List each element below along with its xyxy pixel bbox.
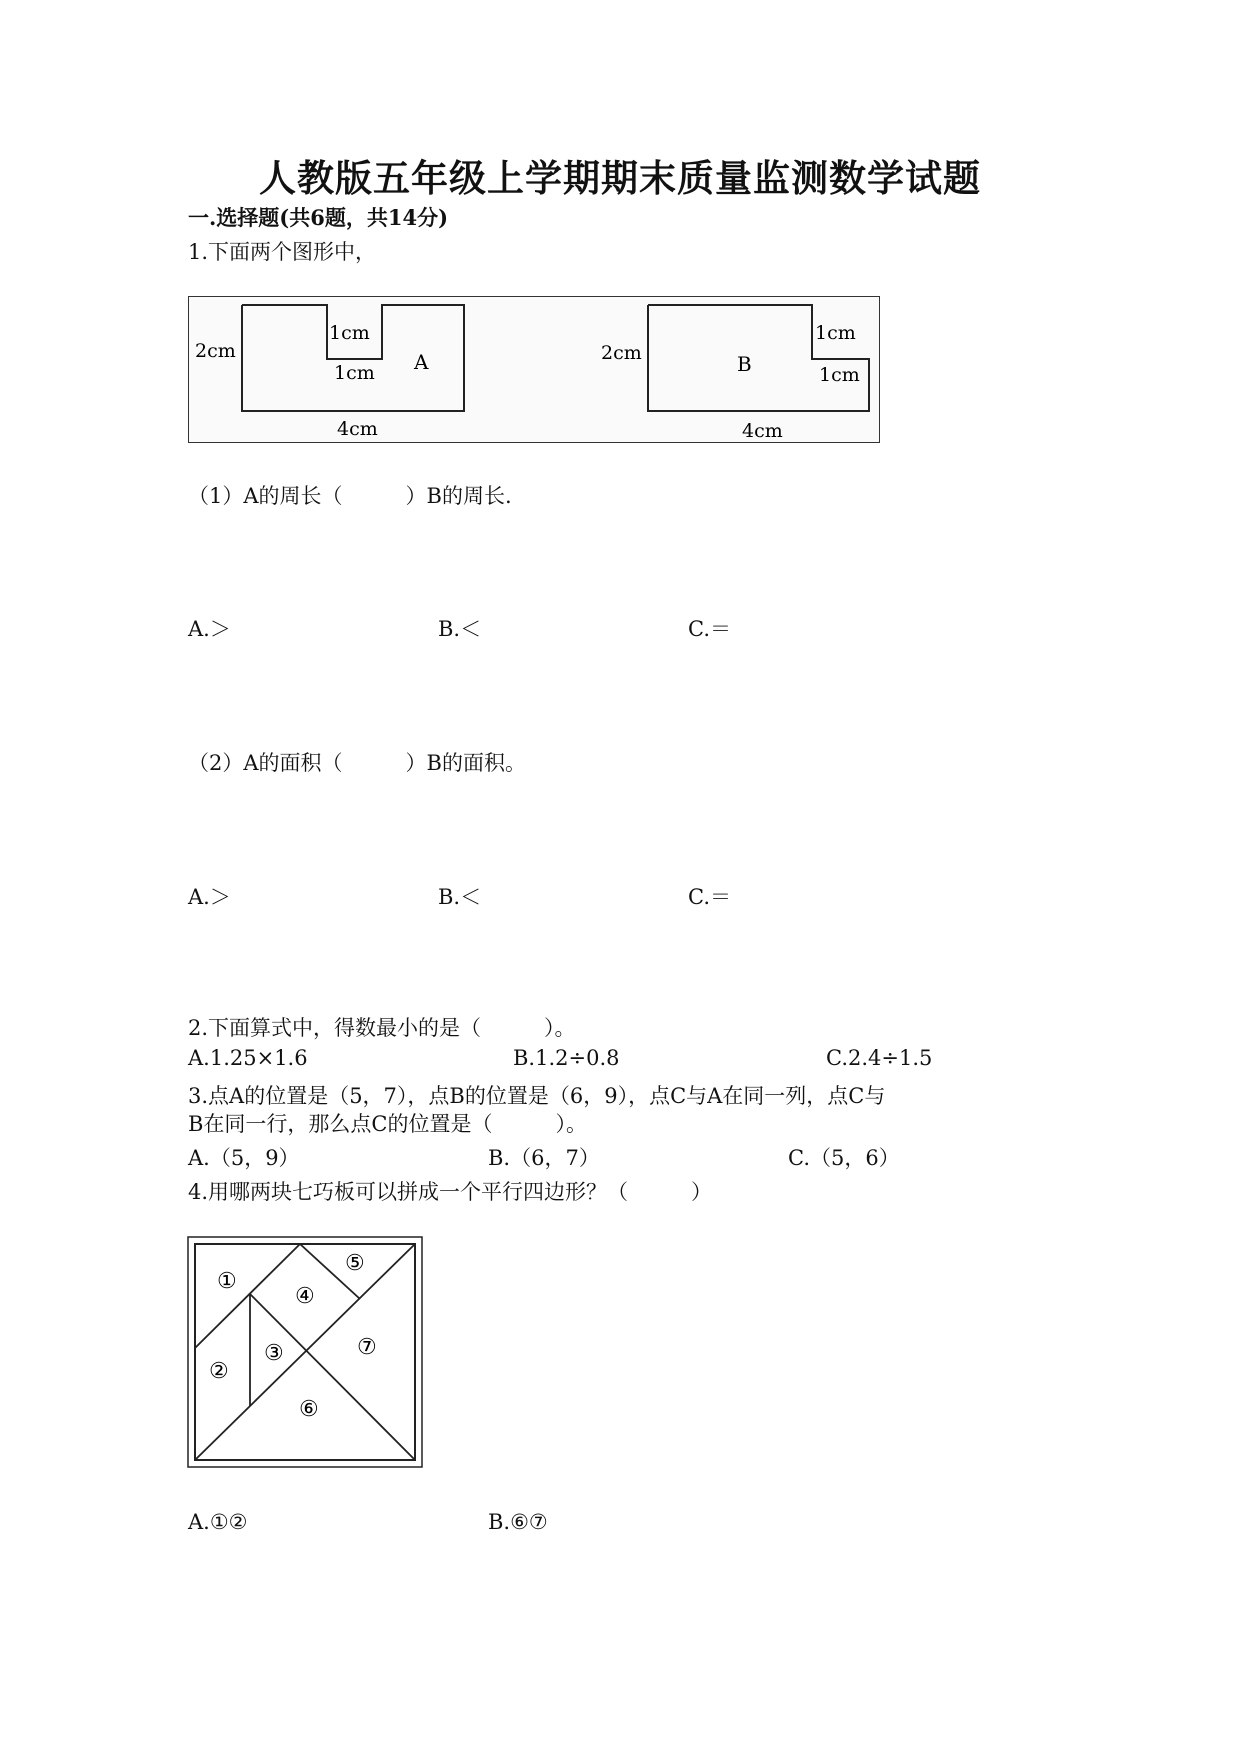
question-1-sub-2: （2）A的面积（ ）B的面积。 (188, 751, 526, 775)
q2-option-c[interactable]: C.2.4÷1.5 (826, 1046, 933, 1070)
q1-sub2-option-b[interactable]: B.＜ (438, 885, 482, 909)
question-3-stem-line-2: B在同一行，那么点C的位置是（ ）。 (188, 1112, 587, 1136)
piece-4-label: ④ (295, 1284, 315, 1309)
q1-figure (188, 296, 880, 443)
q1-sub1-option-a[interactable]: A.＞ (188, 617, 231, 641)
q3-option-b[interactable]: B.（6，7） (488, 1146, 600, 1170)
tangram-figure (187, 1236, 423, 1468)
shape-b-step-inner-label: 1cm (819, 364, 860, 386)
shape-b-left-label: 2cm (601, 342, 642, 364)
q3-option-a[interactable]: A.（5，9） (188, 1146, 300, 1170)
q1-sub1-option-b[interactable]: B.＜ (438, 617, 482, 641)
tangram-svg (187, 1236, 423, 1468)
page-title: 人教版五年级上学期期末质量监测数学试题 (259, 156, 981, 200)
q2-option-a[interactable]: A.1.25×1.6 (188, 1046, 308, 1070)
q4-option-b[interactable]: B.⑥⑦ (488, 1510, 548, 1534)
piece-5-label: ⑤ (345, 1251, 365, 1276)
shape-a-bottom-label: 4cm (337, 418, 378, 440)
question-3-stem-line-1: 3.点A的位置是（5，7），点B的位置是（6，9），点C与A在同一列，点C与 (188, 1084, 886, 1108)
piece-7-label: ⑦ (357, 1335, 377, 1360)
shape-a-left-label: 2cm (195, 340, 236, 362)
q1-sub2-option-c[interactable]: C.＝ (688, 885, 731, 909)
piece-6-label: ⑥ (299, 1397, 319, 1422)
shape-a-name: A (414, 350, 429, 374)
shape-b-step-top-label: 1cm (815, 322, 856, 344)
question-2-stem: 2.下面算式中，得数最小的是（ ）。 (188, 1016, 576, 1040)
piece-3-label: ③ (264, 1341, 284, 1366)
q2-option-b[interactable]: B.1.2÷0.8 (513, 1046, 620, 1070)
shape-a-notch-top-label: 1cm (329, 322, 370, 344)
question-1-stem: 1.下面两个图形中， (188, 240, 377, 264)
piece-2-label: ② (209, 1359, 229, 1384)
q1-sub1-option-c[interactable]: C.＝ (688, 617, 731, 641)
shape-b-name: B (737, 352, 752, 376)
section-heading: 一.选择题(共6题，共14分) (188, 205, 449, 230)
shape-a-outline (242, 305, 464, 411)
question-4-stem: 4.用哪两块七巧板可以拼成一个平行四边形？（ ） (188, 1180, 713, 1204)
q3-option-c[interactable]: C.（5，6） (788, 1146, 900, 1170)
q4-option-a[interactable]: A.①② (188, 1510, 248, 1534)
shape-a-notch-inner-label: 1cm (334, 362, 375, 384)
shape-b-bottom-label: 4cm (742, 420, 783, 442)
shape-b-outline (648, 305, 869, 411)
piece-1-label: ① (217, 1269, 237, 1294)
q1-sub2-option-a[interactable]: A.＞ (188, 885, 231, 909)
q1-figure-svg (189, 297, 879, 442)
question-1-sub-1: （1）A的周长（ ）B的周长. (188, 484, 512, 508)
